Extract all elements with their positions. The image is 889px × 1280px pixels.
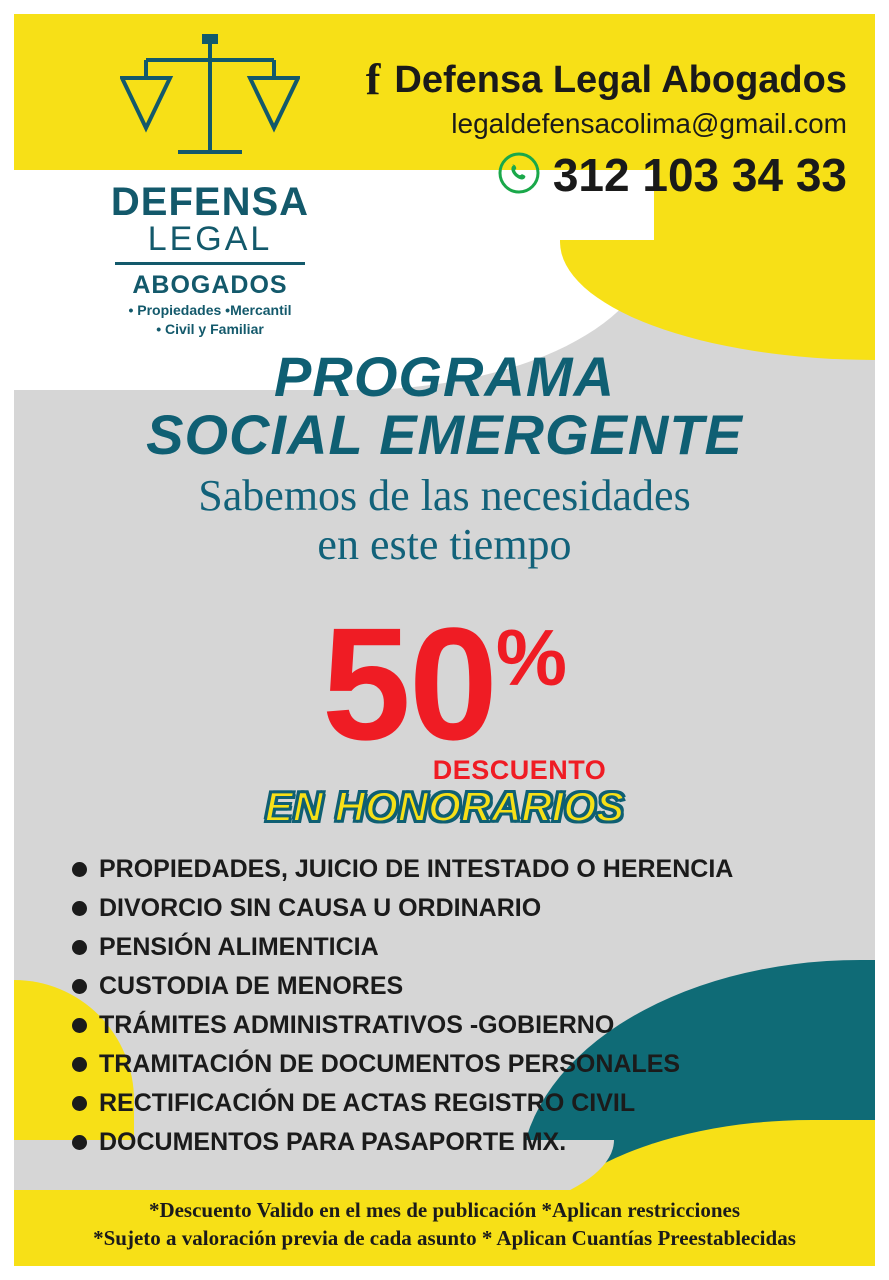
service-label: TRÁMITES ADMINISTRATIVOS -GOBIERNO <box>99 1011 615 1039</box>
discount-percent-sign: % <box>495 613 568 702</box>
logo-divider <box>115 262 305 265</box>
whatsapp-icon <box>497 151 541 200</box>
list-item <box>72 1089 862 1118</box>
headline-sub1: Sabemos de las necesidades <box>198 471 691 521</box>
discount-amount-row <box>321 594 568 773</box>
logo-role: ABOGADOS <box>132 270 288 299</box>
list-item <box>72 972 862 1001</box>
list-item <box>72 1050 862 1079</box>
list-item <box>72 894 862 923</box>
list-item <box>72 1011 862 1040</box>
service-label: RECTIFICACIÓN DE ACTAS REGISTRO CIVIL <box>99 1089 636 1117</box>
service-label: DIVORCIO SIN CAUSA U ORDINARIO <box>99 894 542 922</box>
facebook-icon: f <box>365 55 381 104</box>
whatsapp-row[interactable] <box>366 148 847 202</box>
email-text[interactable]: legaldefensacolima@gmail.com <box>451 108 847 139</box>
headline-line1: PROGRAMA <box>274 345 615 408</box>
discount-scope: EN HONORARIOS <box>264 783 625 831</box>
list-item <box>72 1128 862 1157</box>
footer-notes <box>0 1196 889 1253</box>
logo-block <box>60 30 360 339</box>
logo-name-line1: DEFENSA <box>110 180 310 224</box>
headline-sub2: en este tiempo <box>317 519 572 569</box>
service-label: PROPIEDADES, JUICIO DE INTESTADO O HERENCIA <box>99 855 734 883</box>
bullet-icon <box>72 979 87 994</box>
phone-number: 312 103 34 33 <box>552 149 847 201</box>
service-label: TRAMITACIÓN DE DOCUMENTOS PERSONALES <box>99 1050 681 1078</box>
contact-block <box>365 55 847 202</box>
list-item <box>72 933 862 962</box>
header <box>0 0 889 340</box>
bullet-icon <box>72 1018 87 1033</box>
facebook-row[interactable] <box>365 55 847 104</box>
facebook-name: Defensa Legal Abogados <box>394 58 847 101</box>
service-label: PENSIÓN ALIMENTICIA <box>99 933 379 961</box>
note-line-2: *Sujeto a valoración previa de cada asunto * Aplican Cuantías Preestablecidas <box>93 1226 796 1251</box>
list-item <box>72 855 862 884</box>
bullet-icon <box>72 940 87 955</box>
bullet-icon <box>72 1057 87 1072</box>
services-list <box>72 855 862 1167</box>
service-label: CUSTODIA DE MENORES <box>99 972 404 1000</box>
discount-label: DESCUENTO <box>432 755 607 785</box>
bullet-icon <box>72 862 87 877</box>
logo-name-line2: LEGAL <box>147 220 273 258</box>
headline-line2: SOCIAL EMERGENTE <box>146 403 743 467</box>
note-line-1: *Descuento Valido en el mes de publicación *Aplican restricciones <box>148 1198 741 1222</box>
logo-specialties-line2: • Civil y Familiar <box>156 321 264 338</box>
logo-specialties-line1: • Propiedades •Mercantil <box>128 301 292 318</box>
service-label: DOCUMENTOS PARA PASAPORTE MX. <box>99 1128 567 1156</box>
bullet-icon <box>72 1135 87 1150</box>
bullet-icon <box>72 1096 87 1111</box>
bullet-icon <box>72 901 87 916</box>
discount-amount: 50 <box>321 594 496 773</box>
headline-block <box>0 345 889 569</box>
discount-block <box>0 594 889 831</box>
scales-of-justice-icon <box>60 30 360 180</box>
